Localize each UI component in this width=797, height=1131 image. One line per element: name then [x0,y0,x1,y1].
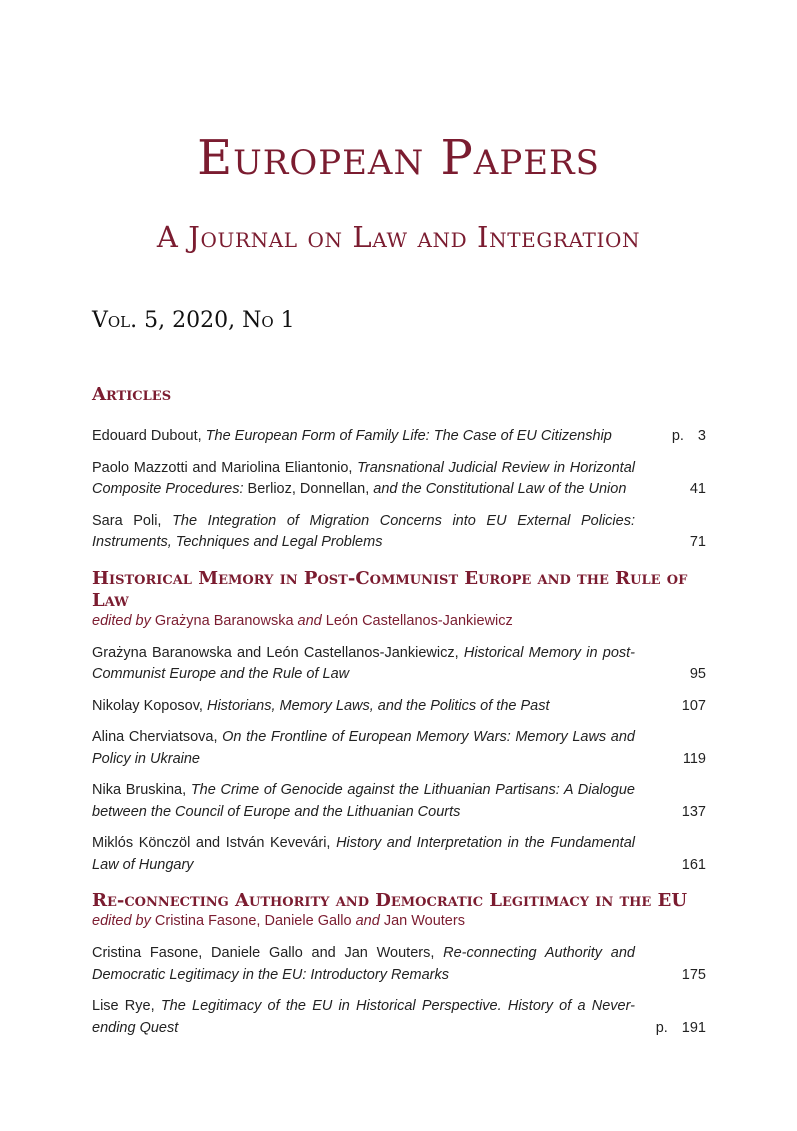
toc-entry[interactable] [92,943,706,986]
entry-authors: Edouard Dubout, [92,428,206,444]
entry-title: The Integration of Migration Concerns into EU External Policies: Instruments, Techniques and Legal Problems [92,512,635,550]
entry-text [92,458,635,501]
entry-page [635,532,706,554]
entry-text [92,511,635,554]
entry-text [92,833,635,876]
entry-title: Historical Memory in post-Communist Europe and the Rule of Law [92,644,635,682]
section-historical-memory [92,568,706,877]
editor-names: León Castellanos-Jankiewicz [325,612,513,629]
entry-page [635,1018,706,1040]
page-number: 71 [689,534,706,550]
entry-page [635,802,706,824]
entry-authors: Paolo Mazzotti and Mariolina Eliantonio, [92,459,358,476]
entry-title: The Crime of Genocide against the Lithuanian Partisans: A Dialogue between the Council of Europe and the Lithuanian Courts [92,782,635,820]
entry-authors: Alina Cherviatsova, [92,729,223,745]
entry-text [92,426,635,448]
page-number: 107 [681,697,706,714]
editors-prefix: edited by [92,612,155,629]
page-number: 119 [682,750,706,767]
entry-title: Transnational Judicial Review in Horizontal Composite Procedures: [92,459,635,497]
entry-authors: Grażyna Baranowska and León Castellanos-Jankiewicz, [92,644,464,661]
section-editors [92,612,706,631]
entry-authors: Miklós Könczöl and István Kevevári, [92,835,337,851]
entry-authors: Nikolay Koposov, [92,697,207,714]
entry-title: The Legitimacy of the EU in Historical Perspective. History of a Never-ending Quest [92,998,635,1036]
toc-entry[interactable] [92,426,706,448]
editor-names: Jan Wouters [383,913,465,929]
editors-and: and [297,612,326,629]
entry-text [92,943,635,986]
entry-text [92,780,635,823]
entry-authors: Lise Rye, [92,998,161,1014]
entry-authors: Sara Poli, [92,512,173,529]
entry-page [635,749,706,771]
entry-authors: Nika Bruskina, [92,782,191,798]
entry-title: The European Form of Family Life: The Case of EU Citizenship [205,428,612,444]
volume-issue: Vol. 5, 2020, No 1 [92,308,295,333]
entry-page [635,479,706,501]
toc-entry[interactable] [92,996,706,1039]
journal-subtitle: A Journal on Law and Integration [156,220,641,254]
entry-text [92,727,635,770]
toc-entry[interactable] [92,780,706,823]
page-number: 95 [689,666,706,682]
toc-entry[interactable] [92,696,706,718]
entry-page [635,696,706,718]
toc-entry[interactable] [92,833,706,876]
page-prefix: p. [655,1019,668,1036]
entry-page [635,664,706,686]
entry-authors: Cristina Fasone, Daniele Gallo and Jan Wouters, [92,945,444,961]
editor-names: Grażyna Baranowska [154,612,298,629]
editor-names: Cristina Fasone, Daniele Gallo [154,913,356,929]
entry-title-upright: Berlioz, Donnellan, [247,481,374,497]
page-number: 41 [689,481,706,497]
entry-page [635,855,706,877]
entry-title-continued: and the Constitutional Law of the Union [373,481,627,497]
page-number: 3 [697,428,706,444]
page-number: 175 [681,966,706,983]
toc-entry[interactable] [92,727,706,770]
entry-title: On the Frontline of European Memory Wars: Memory Laws and Policy in Ukraine [92,729,635,767]
section-editors [92,912,706,931]
entry-page [635,426,706,448]
entry-title: Historians, Memory Laws, and the Politics of the Past [206,697,550,714]
section-articles [92,380,706,554]
table-of-contents [92,380,706,1053]
toc-entry[interactable] [92,643,706,686]
journal-title: European Papers [197,130,600,186]
toc-entry[interactable] [92,511,706,554]
section-reconnecting-authority [92,890,706,1039]
toc-entry[interactable] [92,458,706,501]
entry-text [92,696,635,718]
entry-text [92,643,635,686]
page-number: 137 [681,803,706,820]
entry-title: Re-connecting Authority and Democratic Legitimacy in the EU: Introductory Remarks [92,945,635,983]
editors-prefix: edited by [92,913,155,929]
entry-text [92,996,635,1039]
section-title: Re-connecting Authority and Democratic Legitimacy in the EU [92,890,688,911]
entry-page [635,965,706,987]
editors-and: and [355,913,384,929]
entry-title: History and Interpretation in the Fundamental Law of Hungary [92,835,635,873]
page-number: 191 [681,1019,706,1036]
section-title: Historical Memory in Post-Communist Europe and the Rule of Law [92,567,688,611]
page-number: 161 [681,856,706,873]
section-title: Articles [92,384,172,405]
page-prefix: p. [671,428,684,444]
